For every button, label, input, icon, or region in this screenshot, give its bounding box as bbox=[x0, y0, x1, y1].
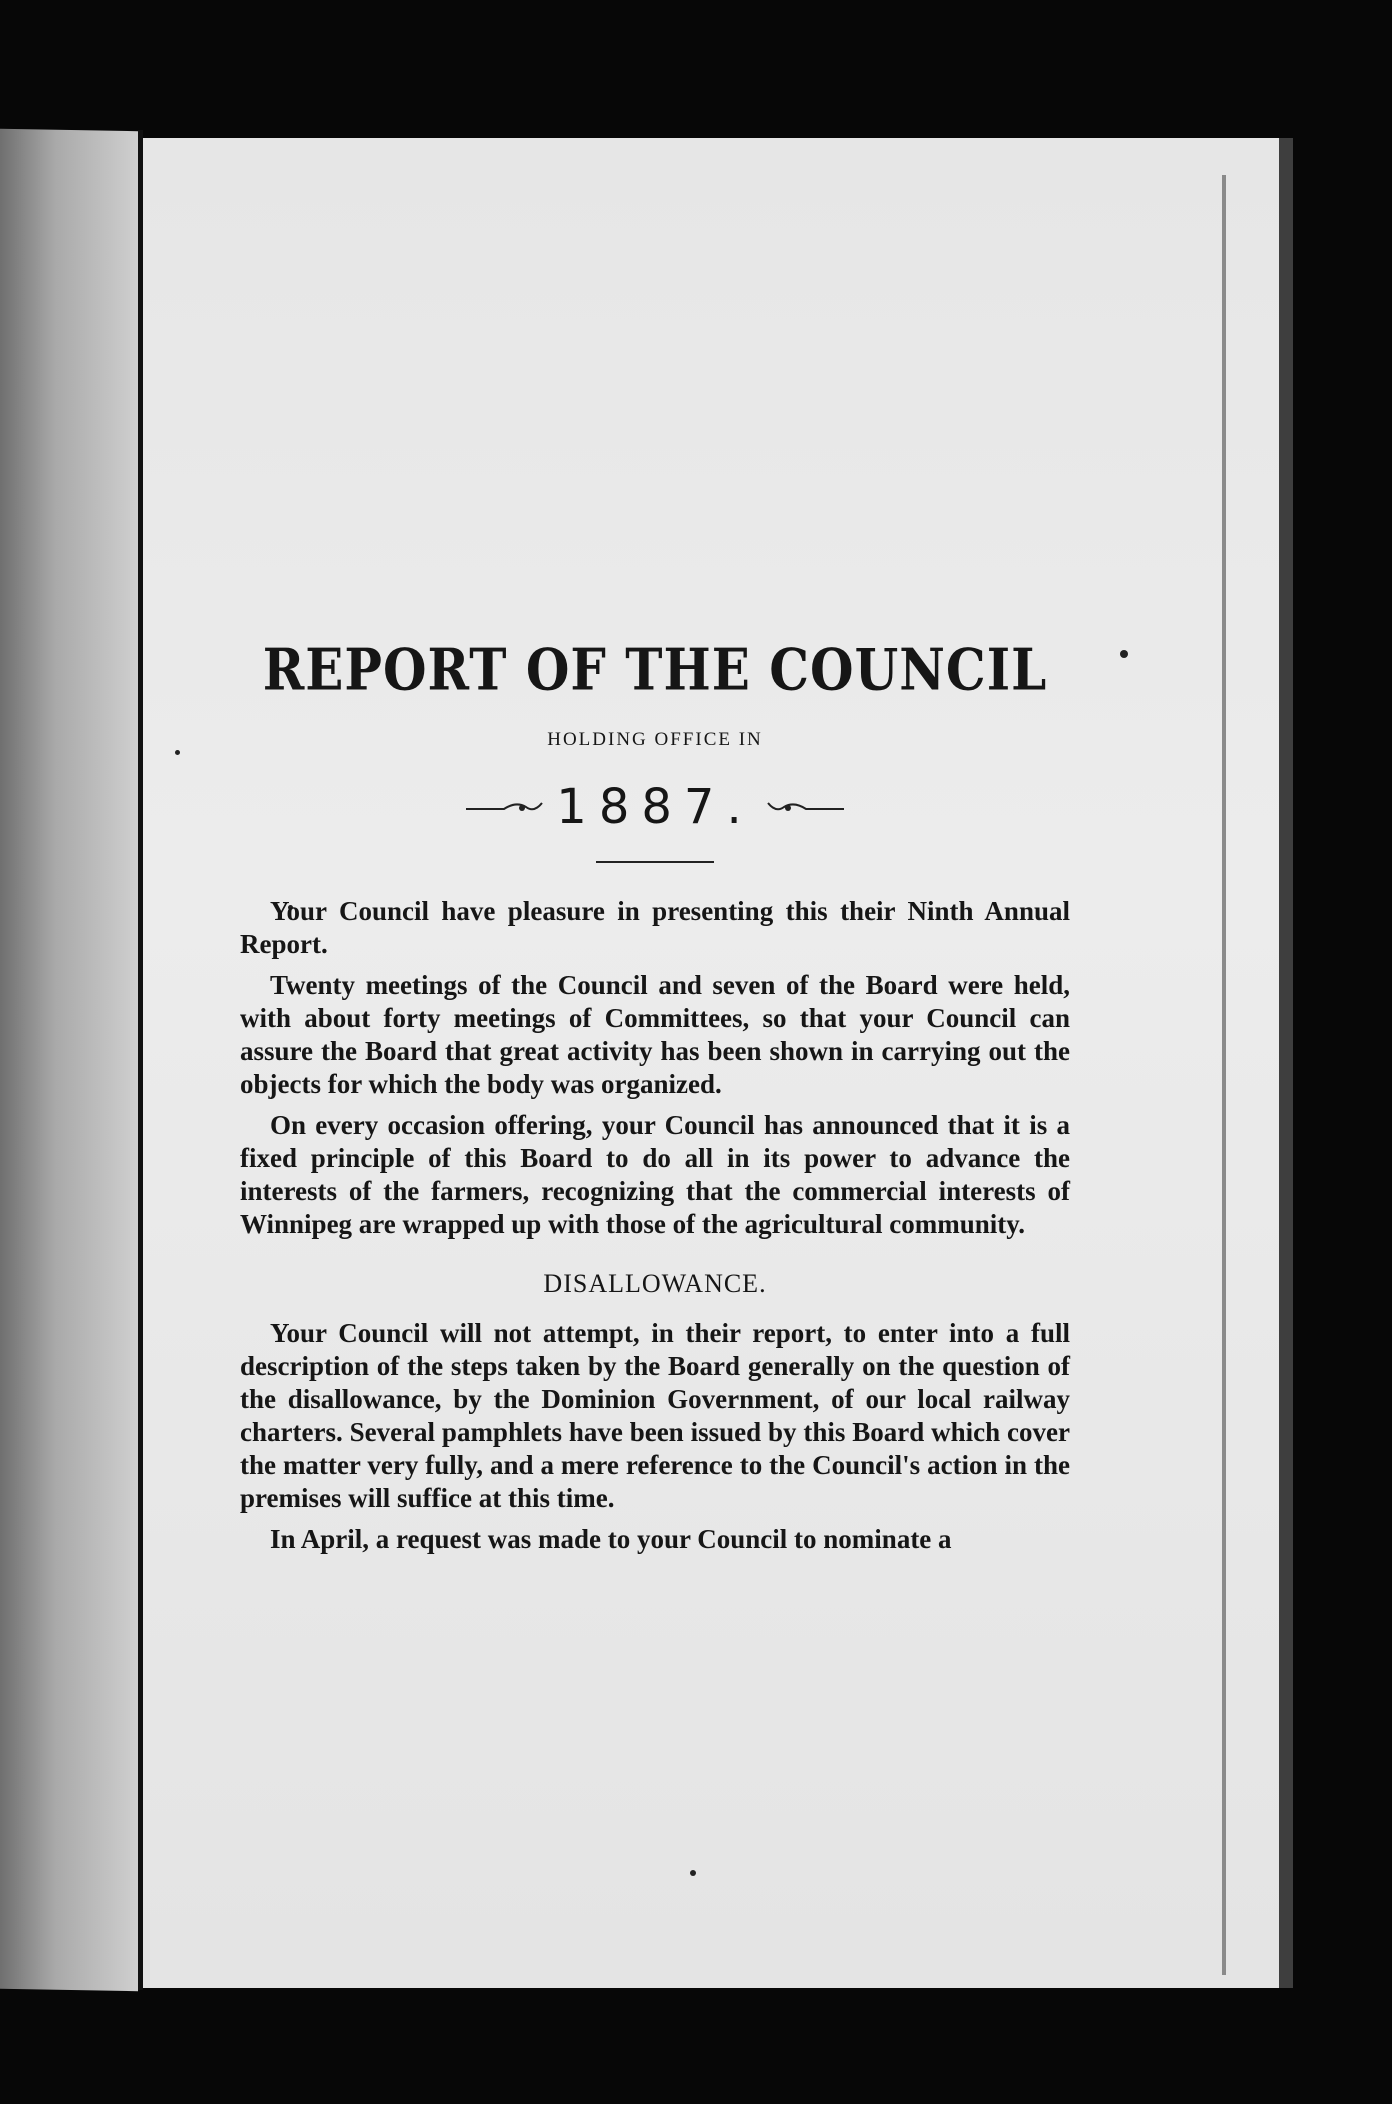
ink-speck bbox=[175, 750, 180, 755]
ink-speck bbox=[1120, 650, 1128, 658]
year-ornament-row bbox=[240, 779, 1070, 835]
facing-page-edge bbox=[0, 129, 138, 1991]
document-body bbox=[240, 635, 1070, 1564]
paragraph: Twenty meetings of the Council and seven of the Board were held, with about forty meetings of Committees, so that your Council can assure the Board that great activity has been shown in carrying out the objects for which the body was organized. bbox=[240, 970, 1070, 1099]
report-year: 1887. bbox=[556, 779, 754, 835]
divider-rule bbox=[596, 861, 714, 863]
section-heading: DISALLOWANCE. bbox=[543, 1269, 767, 1298]
left-flourish-icon bbox=[464, 797, 544, 817]
paragraph: In April, a request was made to your Council to nominate a bbox=[270, 1524, 952, 1554]
paragraph: Your Council will not attempt, in their report, to enter into a full description of the steps taken by the Board generally on the question of the disallowance, by the Dominion Government, of our local railway charters. Several pamphlets have been issued by this Board which cover the matter very fully, and a mere reference to the Council's action in the premises will suffice at this time. bbox=[240, 1318, 1070, 1513]
paragraph: Your Council have pleasure in presenting this their Ninth Annual Report. bbox=[240, 896, 1070, 959]
paragraph: On every occasion offering, your Council has announced that it is a fixed principle of this Board to do all in its power to advance the interests of the farmers, recognizing that the commercial interests of Winnipeg are wrapped up with those of the agricultural community. bbox=[240, 1110, 1070, 1239]
page-subtitle: HOLDING OFFICE IN bbox=[547, 729, 763, 750]
ink-speck bbox=[690, 1870, 696, 1876]
page-title: REPORT OF THE COUNCIL bbox=[262, 635, 1048, 704]
right-flourish-icon bbox=[766, 797, 846, 817]
page-border-line bbox=[1222, 175, 1226, 1975]
